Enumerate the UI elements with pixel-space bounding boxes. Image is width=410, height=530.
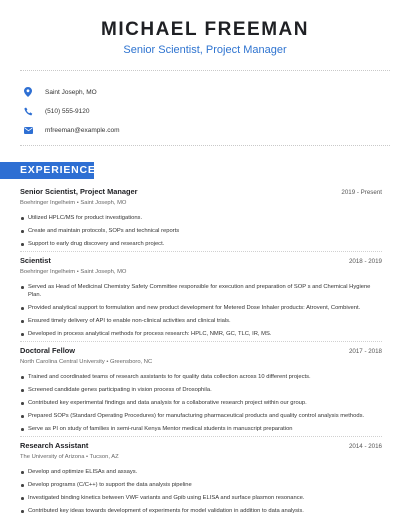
job-title: Senior Scientist, Project Manager (20, 187, 138, 196)
job-bullet: Serve as PI on study of families in semi-rural Kenya Mentor medical students in manuscript preparation (20, 425, 382, 433)
email-text[interactable]: mfreeman@example.com (45, 126, 120, 134)
job-entry (20, 256, 382, 342)
job-divider (20, 436, 382, 437)
candidate-role: Senior Scientist, Project Manager (123, 44, 287, 56)
job-bullet: Prepared SOPs (Standard Operating Procedures) for manufacturing pharmaceutical products and quality control analysis methods. (20, 412, 382, 420)
phone-icon (23, 106, 33, 116)
job-bullet: Utilized HPLC/MS for product investigations. (20, 214, 382, 222)
job-bullet: Support to early drug discovery and research project. (20, 240, 382, 248)
job-bullet: Trained and coordinated teams of research assistants to for quality data collection across 10 different projects. (20, 373, 382, 381)
job-title: Doctoral Fellow (20, 346, 76, 355)
job-bullet: Developed in process analytical methods for process research: HPLC, NMR, GC, TLC, IR, MS. (20, 330, 382, 338)
envelope-icon (23, 125, 33, 135)
job-bullet: Screened candidate genes participating in vision process of Drosophila. (20, 386, 382, 394)
contact-location (20, 83, 120, 101)
job-bullet: Served as Head of Medicinal Chemistry Safety Committee responsible for execution and preparation of SOP s and Chemical Hygiene Plan. (20, 283, 382, 299)
contact-email (20, 121, 120, 139)
candidate-name: MICHAEL FREEMAN (101, 19, 309, 40)
job-bullet: Ensured timely delivery of API to enable non-clinical activities and clinical trials. (20, 317, 382, 325)
experience-heading: EXPERIENCE (20, 164, 96, 176)
job-title: Research Assistant (20, 441, 89, 450)
job-entry (20, 187, 382, 252)
location-text: Saint Joseph, MO (45, 88, 97, 96)
experience-heading-bar (0, 162, 94, 179)
job-bullet: Provided analytical support to formulation and new product development for Metered Dose Inhaler products: Atrovent, Combivent. (20, 304, 382, 312)
job-bullet: Create and maintain protocols, SOPs and technical reports (20, 227, 382, 235)
job-org: Boehringer Ingelheim • Saint Joseph, MO (20, 200, 127, 206)
contact-divider (20, 145, 390, 146)
job-bullet: Contributed key ideas towards development of experiments for model validation in addition to data analysis. (20, 507, 382, 515)
contact-phone (20, 102, 120, 120)
job-bullet: Contributed key experimental findings and data analysis for a collaborative research project within our group. (20, 399, 382, 407)
job-divider (20, 341, 382, 342)
job-entry (20, 346, 382, 437)
job-divider (20, 251, 382, 252)
job-title: Scientist (20, 256, 51, 265)
job-entry (20, 441, 382, 515)
job-org: North Carolina Central University • Greensboro, NC (20, 359, 153, 365)
phone-text: (510) 555-9120 (45, 107, 90, 115)
experience-list (20, 187, 382, 519)
job-dates: 2018 - 2019 (348, 258, 382, 265)
job-dates: 2014 - 2016 (348, 443, 382, 450)
resume-header (0, 0, 410, 57)
job-bullet: Develop and optimize ELISAs and assays. (20, 468, 382, 476)
job-org: Boehringer Ingelheim • Saint Joseph, MO (20, 269, 127, 275)
job-dates: 2017 - 2018 (348, 348, 382, 355)
job-bullet: Develop programs (C/C++) to support the data analysis pipeline (20, 481, 382, 489)
job-dates: 2019 - Present (341, 189, 382, 196)
contact-list (20, 83, 120, 140)
header-divider (20, 70, 390, 71)
job-bullet: Investigated binding kinetics between VWF variants and Gpib using ELISA and surface plasmon resonance. (20, 494, 382, 502)
job-org: The University of Arizona • Tucson, AZ (20, 454, 119, 460)
map-pin-icon (23, 87, 33, 97)
